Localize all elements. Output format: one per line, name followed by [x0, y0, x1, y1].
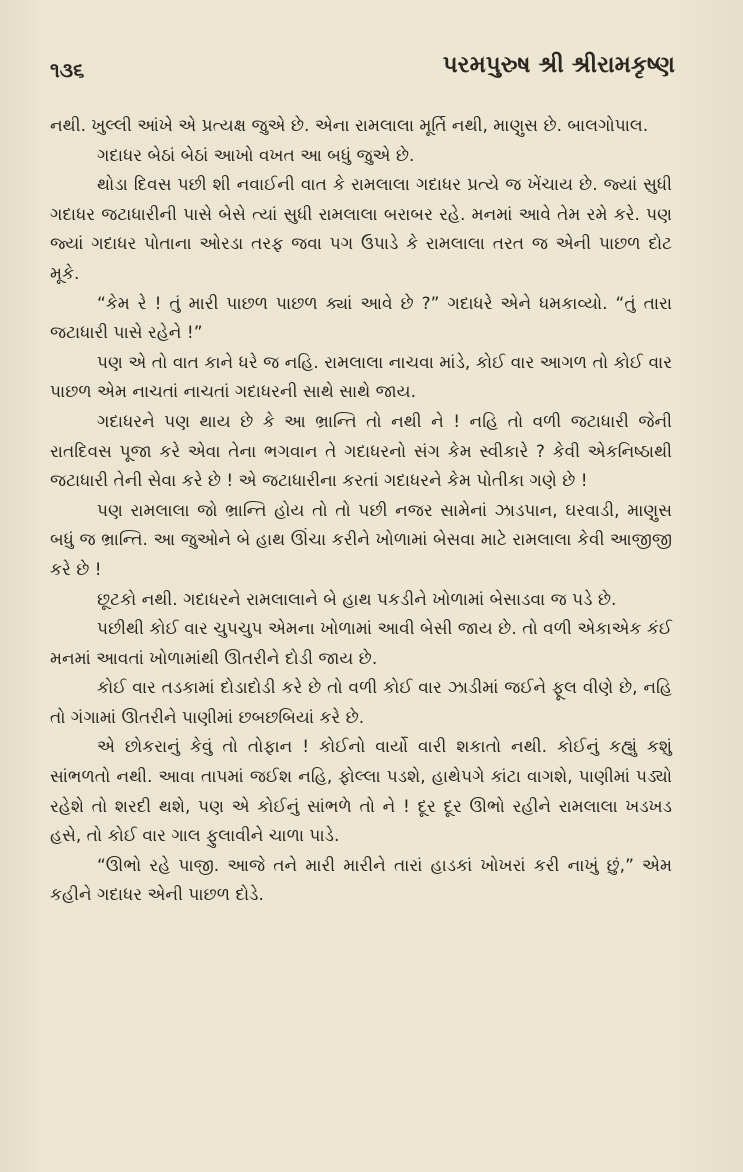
paragraph: નથી. ખુલ્લી આંખે એ પ્રત્યક્ષ જુએ છે. એના રામલાલા મૂર્તિ નથી, માણુસ છે. બાલગોપાલ.	[50, 116, 649, 136]
paragraph: પછીથી કોઈ વાર ચુપચુપ એમના ખોળામાં આવી બેસી જાય છે. તો વળી એકાએક કંઈ મનમાં આવતાં ખોળામાંથી ઊતરીને દોડી જાય છે.	[50, 619, 672, 669]
paragraph: કોઈ વાર તડકામાં દોડાદોડી કરે છે તો વળી કોઈ વાર ઝાડીમાં જઈને ફૂલ વીણે છે, નહિ તો ગંગામાં ઊતરીને પાણીમાં છબછબિયાં કરે છે.	[50, 678, 672, 728]
body-text	[50, 112, 672, 911]
page-number: ૧૩૬	[50, 58, 85, 82]
paragraph: પણ એ તો વાત કાને ધરે જ નહિ. રામલાલા નાચવા માંડે, કોઈ વાર આગળ તો કોઈ વાર પાછળ એમ નાચતાં નાચતાં ગદાધરની સાથે સાથે જાય.	[50, 352, 672, 403]
page-header	[50, 52, 675, 86]
paragraph: ગદાધરને પણ થાય છે કે આ ભ્રાન્તિ તો નથી ને ! નહિ તો વળી જટાધારી જેની રાતદિવસ પૂજા કરે એવા તેના ભગવાન તે ગદાધરનો સંગ કેમ સ્વીકારે ? કેવી એકનિષ્ઠાથી જટાધારી તેની સેવા કરે છે ! એ જટાધારીના કરતાં ગદાધરને કેમ પોતીકા ગણે છે !	[50, 411, 672, 492]
paragraph: પણ રામલાલા જો ભ્રાન્તિ હોય તો તો પછી નજર સામેનાં ઝાડપાન, ઘરવાડી, માણુસ બધું જ ભ્રાન્તિ. આ જુઓને બે હાથ ઊંચા કરીને ખોળામાં બેસવા માટે રામલાલા કેવી આજીજી કરે છે !	[50, 500, 672, 580]
paragraph: “ઊભો રહે પાજી. આજે તને મારી મારીને તારાં હાડકાં ખોખરાં કરી નાખું છું,” એમ કહીને ગદાધર એની પાછળ દોડે.	[50, 855, 672, 906]
running-title: પરમપુરુષ શ્રી શ્રીરામકૃષ્ણ	[442, 52, 675, 78]
paragraph: “કેમ રે ! તું મારી પાછળ પાછળ ક્યાં આવે છે ?” ગદાધરે એને ધમકાવ્યો. “તું તારા જટાધારી પાસે રહેને !”	[50, 293, 672, 344]
paragraph: થોડા દિવસ પછી શી નવાઈની વાત કે રામલાલા ગદાધર પ્રત્યે જ ખેંચાય છે. જ્યાં સુધી ગદાધર જટાધારીની પાસે બેસે ત્યાં સુધી રામલાલા બરાબર રહે. મનમાં આવે તેમ રમે કરે. પણ જ્યાં ગદાધર પોતાના ઓરડા તરફ જવા પગ ઉપાડે કે રામલાલા તરત જ એની પાછળ દોટ મૂકે.	[50, 175, 672, 284]
paragraph: ગદાધર બેઠાં બેઠાં આખો વખત આ બધું જુએ છે.	[97, 145, 415, 166]
paragraph: છૂટકો નથી. ગદાધરને રામલાલાને બે હાથ પકડીને ખોળામાં બેસાડવા જ પડે છે.	[97, 589, 617, 610]
paragraph: એ છોકરાનું કેવું તો તોફાન ! કોઈનો વાર્યો વારી શકાતો નથી. કોઈનું કહ્યું કશું સાંભળતો નથી. આવા તાપમાં જઈશ નહિ, ફોલ્લા પડશે, હાથેપગે કાંટા વાગશે, પાણીમાં પડ્યો રહેશે તો શરદી થશે, પણ એ કોઈનું સાંભળે તો ને ! દૂર દૂર ઊભો રહીને રામલાલા ખડખડ હસે, તો કોઈ વાર ગાલ ફુલાવીને ચાળા પાડે.	[50, 737, 672, 847]
